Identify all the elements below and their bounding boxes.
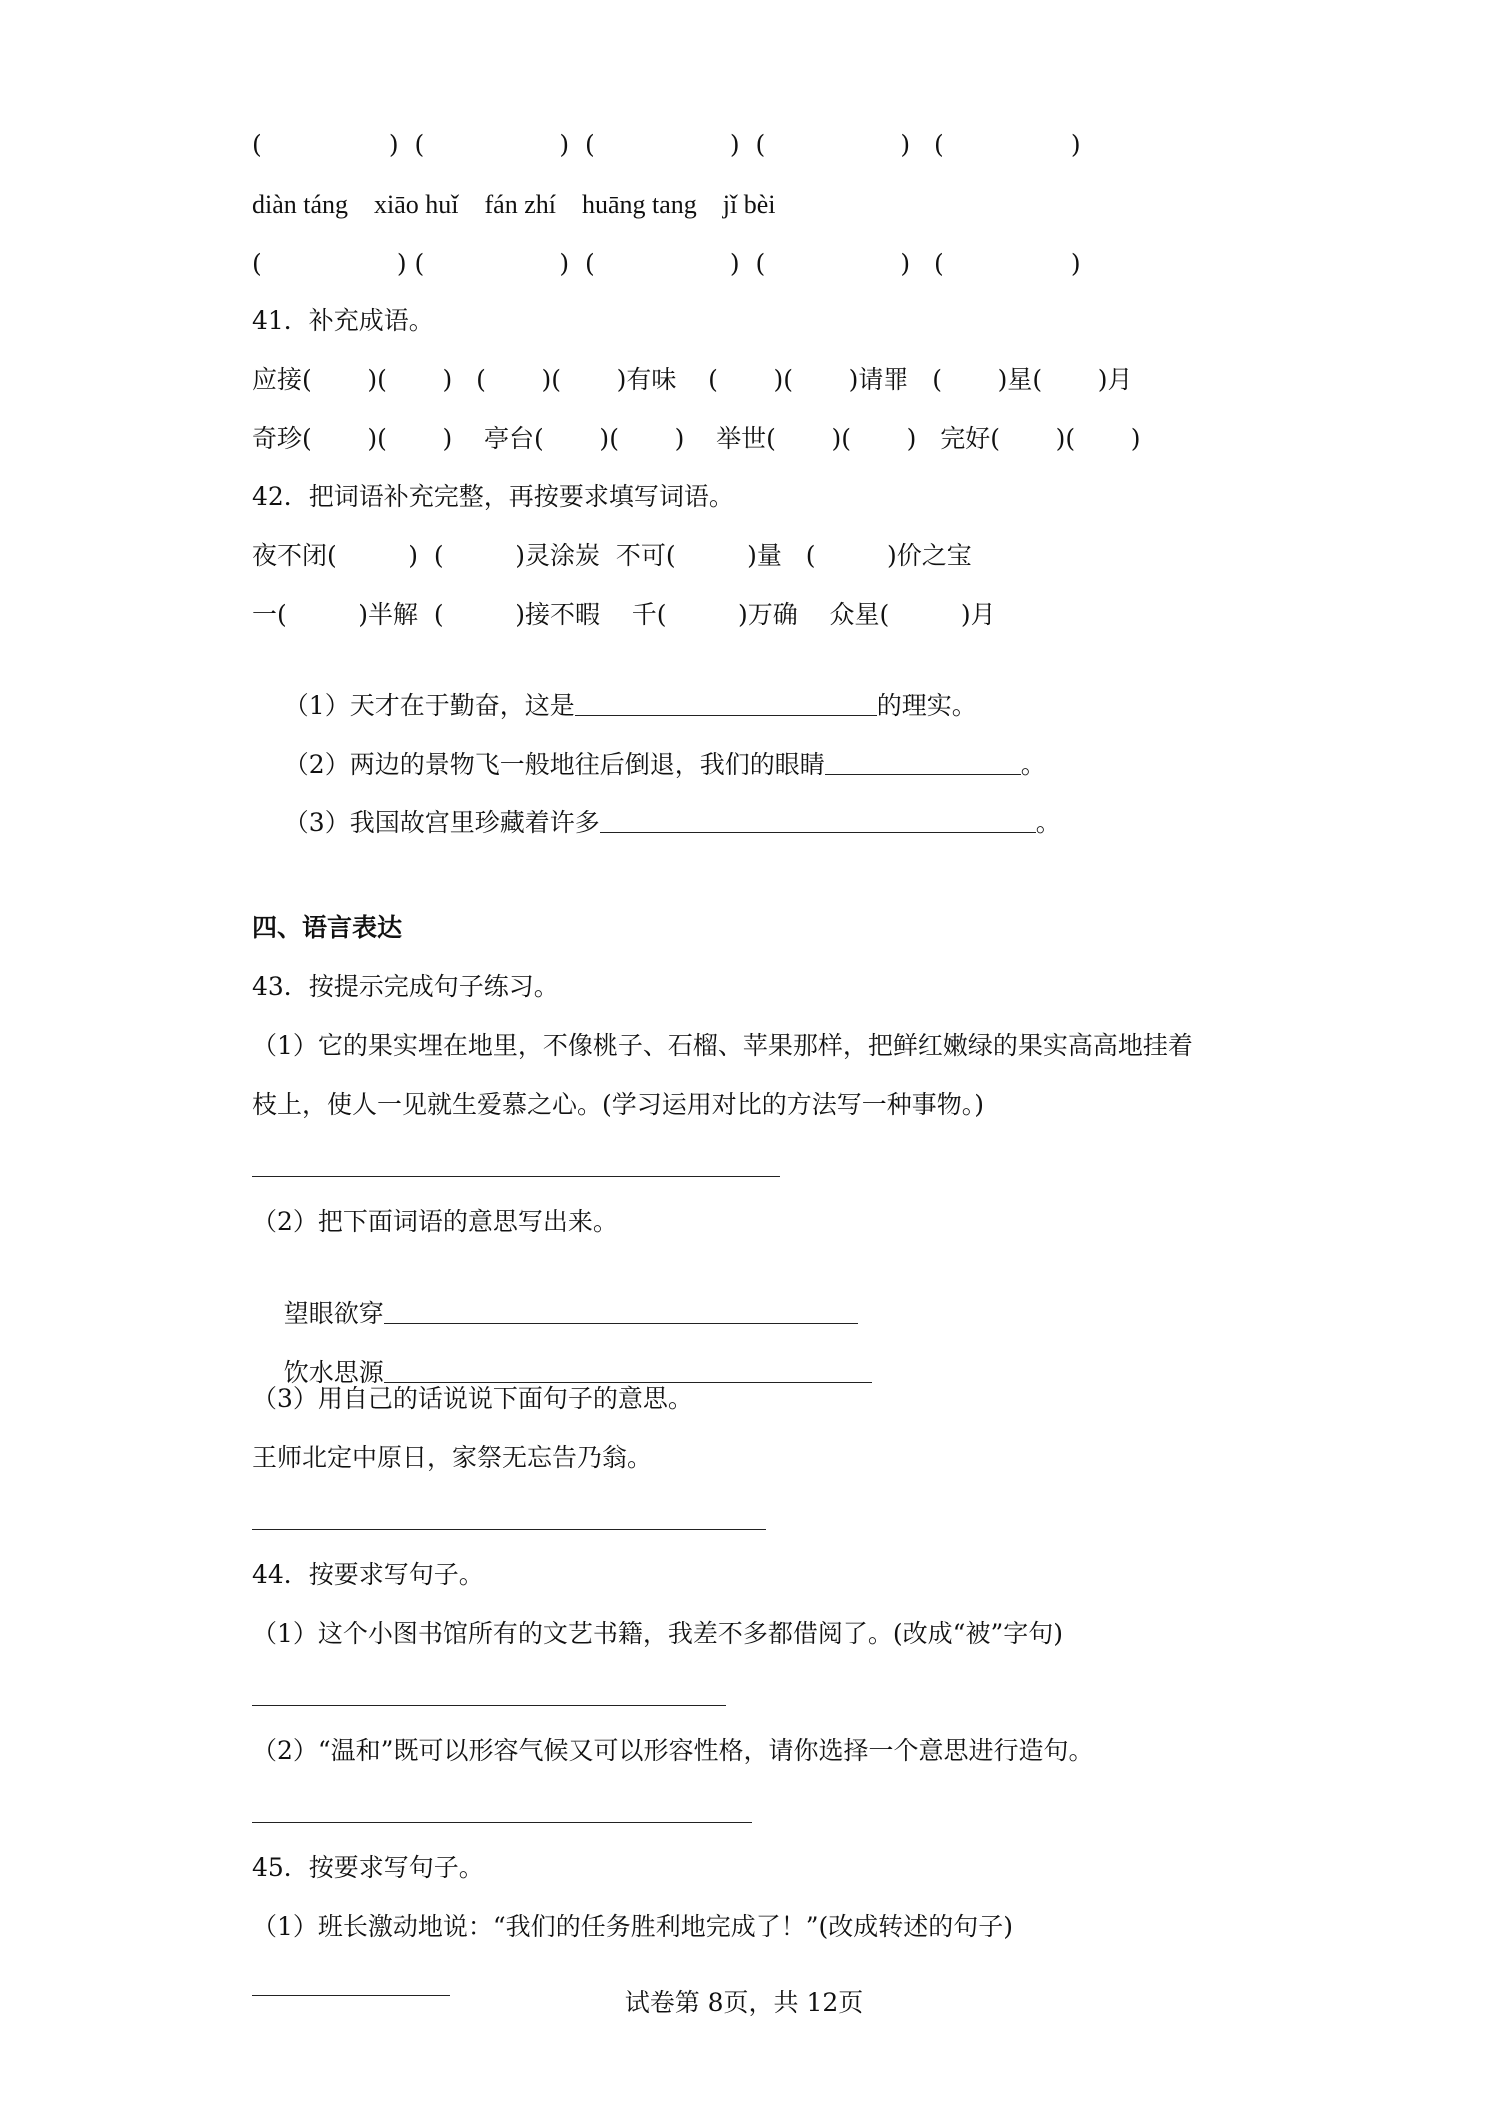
question-43-part-1-line-2: 枝上，使人一见就生爱慕之心。(学习运用对比的方法写一种事物。) [252,1090,985,1119]
idiom-yinshuisiyuan: 饮水思源 [283,1358,384,1387]
sentence-1-prefix: （1）天才在于勤奋，这是 [283,691,575,720]
question-41-idioms-row-2: 奇珍( )( ) 亭台( )( ) 举世( )( ) 完好( )( ) [252,424,1141,453]
poem-line: 王师北定中原日，家祭无忘告乃翁。 [252,1443,653,1472]
question-43-part-3: （3）用自己的话说说下面句子的意思。 [252,1384,693,1413]
question-43-part-1-line-1: （1）它的果实埋在地里，不像桃子、石榴、苹果那样，把鲜红嫩绿的果实高高地挂着 [252,1031,1193,1060]
question-44-part-1: （1）这个小图书馆所有的文艺书籍，我差不多都借阅了。(改成“被”字句) [252,1619,1063,1648]
question-42-words-row-2: 一( )半解 ( )接不暇 千( )万确 众星( )月 [252,600,996,629]
answer-parentheses-row-1: ( ) ( ) ( ) ( ) ( ) [252,130,1081,159]
question-41-title: 41．补充成语。 [252,306,434,335]
sentence-1-suffix: 的理实。 [876,691,977,720]
pinyin-row: diàn táng xiāo huǐ fán zhí huāng tang jǐ bèi [252,190,776,219]
idiom-wangyanyuchuan: 望眼欲穿 [283,1299,384,1328]
question-42-title: 42．把词语补充完整，再按要求填写词语。 [252,482,734,511]
answer-blank [575,689,877,716]
question-41-idioms-row-1: 应接( )( ) ( )( )有味 ( )( )请罪 ( )星( )月 [252,365,1133,394]
answer-blank [825,748,1021,775]
sentence-2-prefix: （2）两边的景物飞一般地往后倒退，我们的眼睛 [283,750,825,779]
page-footer: 试卷第 8页，共 12页 [624,1988,864,2017]
question-45-part-1: （1）班长激动地说：“我们的任务胜利地完成了！”(改成转述的句子) [252,1912,1013,1941]
sentence-2-suffix: 。 [1020,750,1046,779]
answer-blank [384,1297,858,1324]
question-43-part-2: （2）把下面词语的意思写出来。 [252,1207,618,1236]
question-45-title: 45．按要求写句子。 [252,1853,484,1882]
answer-blank [384,1356,872,1383]
question-42-sentence-3 [252,774,1061,871]
answer-line [252,1529,766,1530]
answer-parentheses-row-2: ( ) ( ) ( ) ( ) ( ) [252,249,1081,278]
sentence-3-prefix: （3）我国故宫里珍藏着许多 [283,808,600,837]
question-43-title: 43．按提示完成句子练习。 [252,972,559,1001]
question-42-words-row-1: 夜不闭( ) ( )灵涂炭 不可( )量 ( )价之宝 [252,541,972,570]
sentence-3-suffix: 。 [1035,808,1061,837]
answer-blank [600,806,1036,833]
question-44-part-2: （2）“温和”既可以形容气候又可以形容性格，请你选择一个意思进行造句。 [252,1736,1094,1765]
answer-line [252,1822,752,1823]
answer-line [252,1705,726,1706]
answer-line [252,1176,780,1177]
section-4-heading: 四、语言表达 [252,913,403,942]
question-44-title: 44．按要求写句子。 [252,1560,484,1589]
